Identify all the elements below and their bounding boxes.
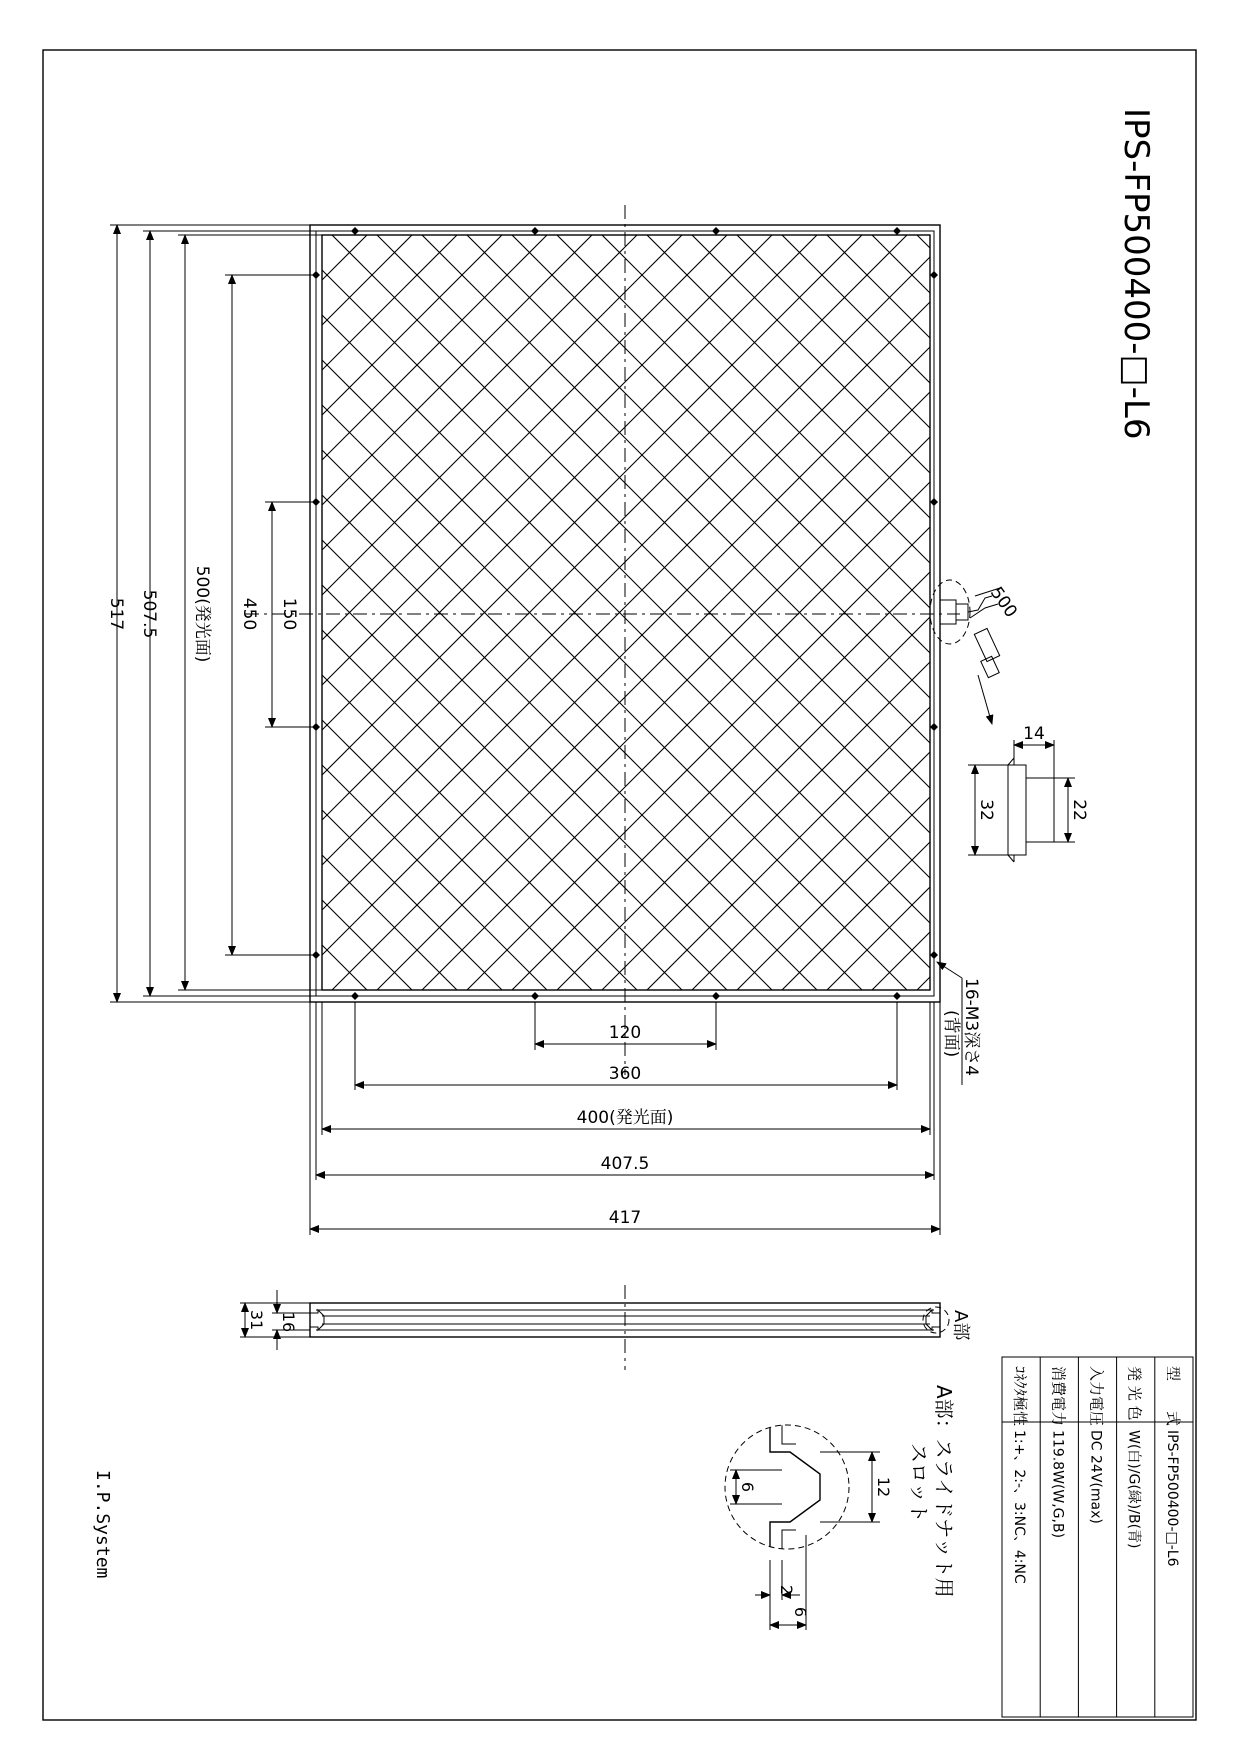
side-view [240,1285,971,1370]
hatch-line [0,235,637,990]
tap-hole-note [937,962,981,1085]
drawing-title: IPS-FP500400-□-L6 [1116,108,1156,440]
company-name: I.P.System [92,1470,113,1579]
slot-detail [725,1385,956,1630]
tap-hole-mark [531,992,539,1000]
hatch-line [1187,235,1240,990]
hatch-line [0,235,367,990]
spec-value: IPS-FP500400-□-L6 [1163,1430,1180,1567]
spec-label: 消費電力 [1049,1366,1068,1427]
dim-417-label: 417 [608,1208,642,1228]
dim-400-label: 400(発光面) [576,1108,674,1128]
hatch-line [692,235,1240,990]
tap-hole-mark [351,992,359,1000]
spec-label: ｺﾈｸﾀ極性 [1011,1366,1030,1427]
cable-length-label: 500 [985,583,1021,622]
dim-14-label: 14 [1023,724,1045,744]
dim-150-label: 150 [279,597,299,631]
dim-517-label: 517 [106,597,126,631]
tap-hole-mark [930,723,938,731]
tap-hole-mark [930,498,938,506]
spec-value: DC 24V(max) [1087,1430,1104,1524]
dim-407-5-label: 407.5 [600,1154,650,1174]
emitting-area-hatch [0,235,1240,990]
part-a-description-2: スロット [907,1443,931,1523]
hatch-line [1232,235,1240,990]
hatch-line [1232,235,1240,990]
part-a-label: A部 [950,1310,971,1341]
hatch-line [1187,235,1240,990]
hatch-line [917,235,1240,990]
hatch-line [0,235,367,990]
spec-label: 発 光 色 [1125,1366,1144,1421]
tap-hole-label: 16-M3深さ4 [961,978,981,1077]
tap-hole-mark [930,271,938,279]
horizontal-dimensions [310,1002,940,1235]
tap-hole-mark [893,227,901,235]
dim-360-label: 360 [608,1064,642,1084]
hatch-line [0,235,547,990]
dim-2-label: 2 [777,1584,796,1596]
tap-hole-mark [531,227,539,235]
hatch-line [0,235,322,990]
dim-120-label: 120 [608,1023,642,1043]
hatch-line [737,235,1240,990]
spec-label: 入力電圧 [1087,1366,1106,1427]
front-view [0,205,1240,1075]
hatch-line [872,235,1240,990]
hatch-line [917,235,1240,990]
hatch-line [737,235,1240,990]
spec-label: 型 式 [1163,1366,1182,1427]
part-a-description-1: A部：スライドナット用 [932,1385,956,1598]
dim-450-label: 450 [239,597,259,631]
dim-6a-label: 6 [738,1481,757,1493]
hatch-line [872,235,1240,990]
spec-table [1002,1357,1193,1717]
dim-500-label: 500(発光面) [192,565,212,663]
dim-507-5-label: 507.5 [139,589,159,639]
tap-hole-mark [351,227,359,235]
dim-22-label: 22 [1069,799,1089,821]
hatch-line [0,235,547,990]
hatch-line [0,235,322,990]
spec-value: W(白)/G(緑)/B(青) [1125,1430,1142,1549]
spec-value: 119.8W(W,G,B) [1049,1430,1066,1539]
part-a-circle [923,1307,949,1333]
spec-value: 1:+、2:-、3:NC、4:NC [1011,1430,1028,1584]
tap-hole-sub-label: (背面) [941,1010,961,1058]
tap-hole-mark [930,951,938,959]
hatch-line [692,235,1240,990]
vertical-dimensions [106,225,322,1002]
dim-12-label: 12 [874,1476,893,1498]
hatch-line [0,235,637,990]
connector-detail [968,724,1089,862]
tap-hole-mark [893,992,901,1000]
dim-6b-label: 6 [791,1606,810,1618]
dim-32-label: 32 [976,799,996,821]
tap-hole-mark [712,227,720,235]
tap-hole-mark [712,992,720,1000]
connector-detail-circle [930,580,970,644]
dim-31-label: 31 [247,1309,266,1331]
dim-16-label: 16 [279,1311,298,1333]
